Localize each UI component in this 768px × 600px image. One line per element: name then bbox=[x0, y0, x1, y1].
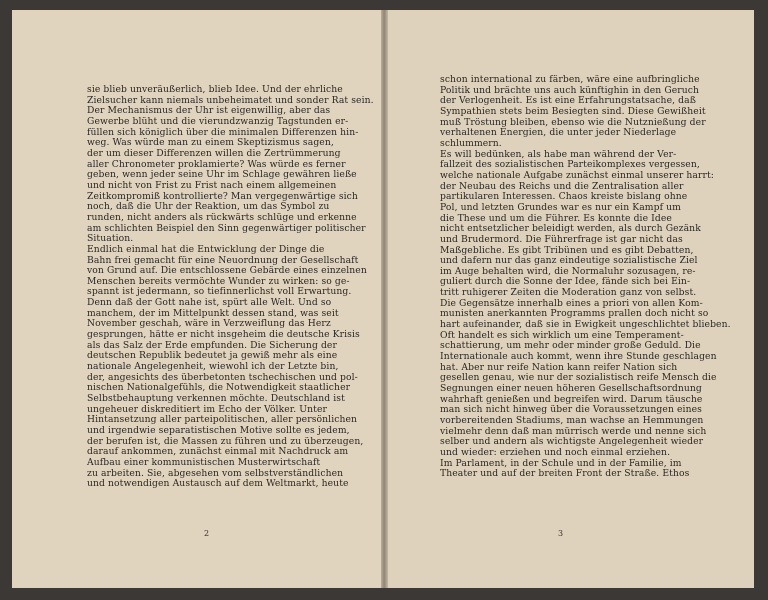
text-line: vorbereitenden Stadiums, man wachse an Hemmungen bbox=[440, 415, 704, 426]
text-line: verhaltenen Energien, die unter jeder Niederlage bbox=[440, 127, 677, 139]
text-line: noch, daß die Uhr der Reaktion, um das Symbol zu bbox=[87, 201, 330, 213]
text-line: manchem, der im Mittelpunkt dessen stand, was seit bbox=[87, 307, 339, 319]
text-line: schon international zu färben, wäre eine aufbringliche bbox=[440, 74, 700, 85]
text-line: als das Salz der Erde empfunden. Die Sicherung der bbox=[87, 339, 337, 351]
text-line: der berufen ist, die Massen zu führen und zu überzeugen, bbox=[87, 435, 364, 447]
text-line: und wieder: erziehen und noch einmal erziehen. bbox=[440, 446, 671, 458]
text-line: Internationale auch kommt, wenn ihre Stunde geschlagen bbox=[440, 351, 717, 363]
text-line: und irgendwie separatistischen Motive sollte es jedem, bbox=[87, 425, 350, 436]
text-line: und Brudermord. Die Führerfrage ist gar nicht das bbox=[440, 233, 683, 245]
text-line: im Auge behalten wird, die Normaluhr sozusagen, re- bbox=[440, 265, 696, 277]
text-line: spannt ist jedermann, so tiefinnerlichst voll Erwartung. bbox=[87, 286, 352, 298]
text-line: Bahn frei gemacht für eine Neuordnung der Gesellschaft bbox=[87, 254, 359, 266]
text-line: Gewerbe blüht und die vierundzwanzig Tagstunden er- bbox=[87, 115, 349, 127]
left-page bbox=[12, 10, 381, 588]
text-line: Selbstbehauptung verkennen möchte. Deutschland ist bbox=[87, 393, 345, 405]
text-line: Im Parlament, in der Schule und in der Familie, im bbox=[440, 457, 682, 469]
left-page-number: 2 bbox=[204, 529, 210, 538]
text-line: Aufbau einer kommunistischen Musterwirtschaft bbox=[87, 456, 321, 468]
text-line: fallzeit des sozialistischen Parteikomplexes vergessen, bbox=[440, 159, 700, 171]
text-line: tritt ruhigerer Zeiten die Moderation ganz von selbst. bbox=[440, 287, 697, 299]
text-line: Denn daß der Gott nahe ist, spürt alle Welt. Und so bbox=[87, 297, 332, 309]
text-line: wahrhaft genießen und begreifen wird. Darum täusche bbox=[440, 393, 703, 405]
text-line: und nicht von Frist zu Frist nach einem allgemeinen bbox=[87, 179, 337, 191]
text-line: aller Chronometer proklamierte? Was würde es ferner bbox=[87, 158, 346, 170]
text-line: der Neubau des Reichs und die Zentralisation aller bbox=[440, 180, 684, 192]
text-line: hat. Aber nur reife Nation kann reifer Nation sich bbox=[440, 361, 678, 373]
text-line: und dafern nur das ganz eindeutige sozialistische Ziel bbox=[440, 255, 698, 267]
text-line: geben, wenn jeder seine Uhr im Schlage gewähren ließe bbox=[87, 169, 357, 181]
text-line: Sympathien stets beim Besiegten sind. Diese Gewißheit bbox=[440, 105, 706, 117]
text-line: gesellen genau, wie nur der sozialistisch reife Mensch die bbox=[440, 372, 717, 384]
right-page-body bbox=[440, 74, 731, 480]
text-line: Die Gegensätze innerhalb eines a priori von allen Kom- bbox=[440, 297, 703, 309]
text-line: der Verlogenheit. Es ist eine Erfahrungstatsache, daß bbox=[440, 95, 696, 107]
text-line: darauf ankommen, zunächst einmal mit Nachdruck am bbox=[87, 446, 349, 458]
text-line: welche nationale Aufgabe zunächst einmal unserer harrt: bbox=[440, 169, 714, 181]
text-line: selber und andern als wichtigste Angelegenheit wieder bbox=[440, 436, 704, 448]
text-line: und notwendigen Austausch auf dem Weltmarkt, heute bbox=[87, 478, 349, 490]
text-line: ungeheuer diskreditiert im Echo der Völker. Unter bbox=[87, 403, 327, 415]
text-line: hart aufeinander, daß sie in Ewigkeit ungeschlichtet blieben. bbox=[440, 319, 731, 331]
text-line: der um dieser Differenzen willen die Zertrümmerung bbox=[87, 147, 341, 159]
text-line: Politik und brächte uns auch künftighin in den Geruch bbox=[440, 84, 700, 96]
text-line: Zielsucher kann niemals unbeheimatet und sonder Rat sein. bbox=[87, 94, 374, 106]
text-line: die These und um die Führer. Es konnte die Idee bbox=[440, 212, 672, 224]
text-line: Der Mechanismus der Uhr ist eigenwillig, aber das bbox=[87, 105, 331, 117]
text-line: muß Tröstung bleiben, ebenso wie die Nutznießung der bbox=[440, 116, 706, 128]
text-line: am schlichten Beispiel den Sinn gegenwärtiger politischer bbox=[87, 222, 366, 234]
text-line: Endlich einmal hat die Entwicklung der Dinge die bbox=[87, 243, 325, 255]
text-line: guliert durch die Sonne der Idee, fände sich bei Ein- bbox=[440, 276, 691, 288]
text-line: Situation. bbox=[87, 233, 134, 245]
text-line: der, angesichts des überbetonten tschechischen und pol- bbox=[87, 371, 358, 383]
text-line: nicht entsetzlicher beleidigt werden, als durch Gezänk bbox=[440, 223, 701, 235]
text-line: partikularen Interessen. Chaos kreiste bislang ohne bbox=[440, 191, 688, 203]
text-line: schattierung, um mehr oder minder große Geduld. Die bbox=[440, 340, 701, 352]
right-page bbox=[388, 10, 754, 588]
text-line: Pol, und letzten Grundes war es nur ein Kampf um bbox=[440, 201, 681, 213]
text-line: November geschah, wäre in Verzweiflung das Herz bbox=[87, 318, 331, 330]
text-line: Zeitkompromiß kontrollierte? Man vergegenwärtige sich bbox=[87, 190, 358, 202]
text-line: Maßgebliche. Es gibt Tribünen und es gibt Debatten, bbox=[440, 244, 694, 256]
text-line: Theater und auf der breiten Front der Straße. Ethos bbox=[440, 468, 690, 480]
book-gutter bbox=[381, 10, 388, 588]
right-page-number: 3 bbox=[558, 529, 564, 538]
text-line: gesprungen, hätte er nicht insgeheim die deutsche Krisis bbox=[87, 329, 360, 341]
text-line: Oft handelt es sich wirklich um eine Temperament- bbox=[440, 329, 684, 341]
text-line: Menschen bereits vermöchte Wunder zu wirken: so ge- bbox=[87, 275, 350, 287]
text-line: man sich nicht hinweg über die Voraussetzungen eines bbox=[440, 404, 702, 416]
text-line: nationale Angelegenheit, wiewohl ich der Letzte bin, bbox=[87, 361, 339, 373]
text-line: Segnungen einer neuen höheren Gesellschaftsordnung bbox=[440, 383, 702, 395]
text-line: füllen sich königlich über die minimalen Differenzen hin- bbox=[87, 126, 359, 138]
text-line: Es will bedünken, als habe man während der Ver- bbox=[440, 148, 677, 160]
text-line: schlummern. bbox=[440, 137, 502, 149]
text-line: von Grund auf. Die entschlossene Gebärde eines einzelnen bbox=[87, 265, 367, 277]
text-line: nischen Nationalgefühls, die Notwendigkeit staatlicher bbox=[87, 382, 351, 394]
left-page-body bbox=[87, 84, 374, 490]
text-line: zu arbeiten. Sie, abgesehen vom selbstverständlichen bbox=[87, 467, 344, 479]
text-line: munisten anerkannten Programms prallen doch nicht so bbox=[440, 308, 709, 320]
text-line: sie blieb unveräußerlich, blieb Idee. Und der ehrliche bbox=[87, 84, 343, 95]
text-line: runden, nicht anders als rückwärts schlüge und erkenne bbox=[87, 211, 357, 223]
text-line: Hintansetzung aller parteipolitischen, aller persönlichen bbox=[87, 414, 358, 426]
text-line: weg. Was würde man zu einem Skeptizismus sagen, bbox=[87, 137, 334, 149]
text-line: deutschen Republik bedeutet ja gewiß mehr als eine bbox=[87, 350, 338, 362]
text-line: vielmehr denn daß man mürrisch werde und nenne sich bbox=[440, 425, 707, 437]
